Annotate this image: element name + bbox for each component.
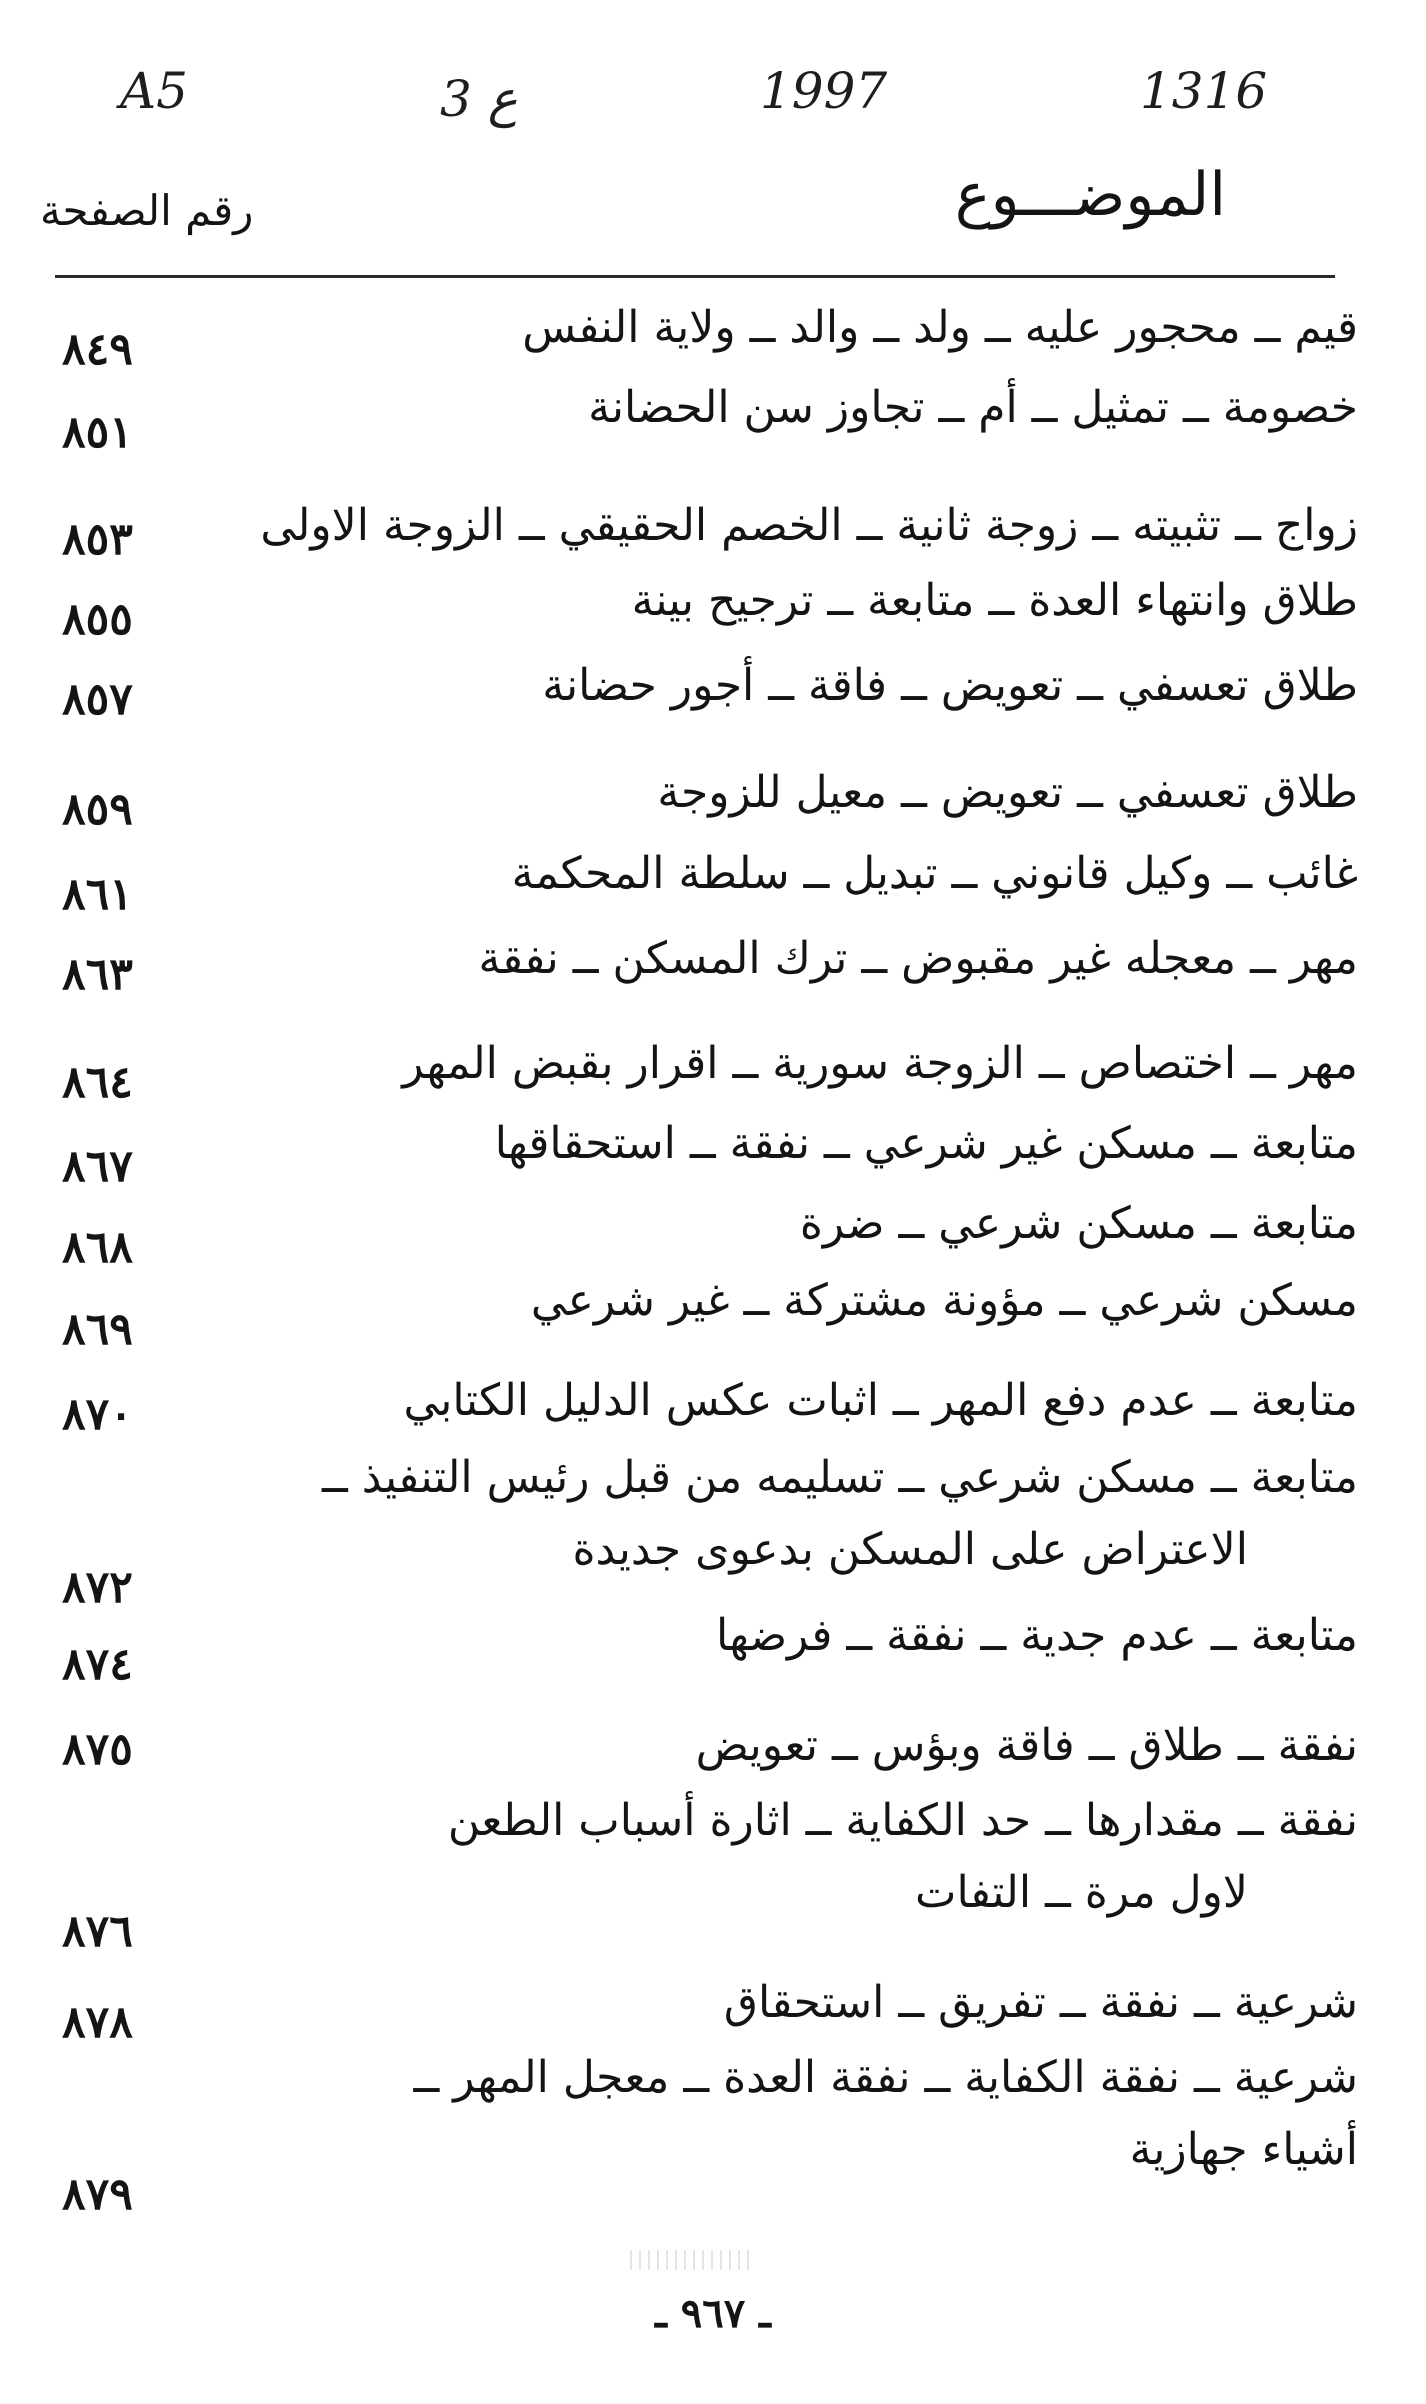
- entry-text: نفقة ــ طلاق ــ فاقة وبؤس ــ تعويض: [695, 1720, 1358, 1771]
- entry-text: شرعية ــ نفقة الكفاية ــ نفقة العدة ــ معجل المهر ــ: [413, 2052, 1358, 2103]
- entry-text: مسكن شرعي ــ مؤونة مشتركة ــ غير شرعي: [530, 1275, 1358, 1326]
- entry-page-number: ٨٦٧: [62, 1141, 133, 1192]
- index-entry: [258, 650, 1358, 722]
- entry-text: متابعة ــ عدم جدية ــ نفقة ــ فرضها: [716, 1610, 1358, 1661]
- entry-page-number: ٨٥١: [62, 407, 133, 458]
- handwritten-volume: 3 ع: [440, 70, 518, 128]
- index-entry: [258, 292, 1358, 364]
- entry-text: متابعة ــ مسكن شرعي ــ تسليمه من قبل رئيس التنفيذ ــ: [322, 1452, 1358, 1503]
- entry-text: قيم ــ محجور عليه ــ ولد ــ والد ــ ولاية النفس: [522, 302, 1358, 353]
- entry-page-number: ٨٤٩: [62, 324, 133, 375]
- topic-heading: الموضـــوع: [954, 160, 1226, 230]
- page-number-heading: رقم الصفحة: [40, 186, 254, 235]
- index-entry: [258, 838, 1358, 910]
- index-entry: [258, 1442, 1358, 1586]
- entry-text: مهر ــ معجله غير مقبوض ــ ترك المسكن ــ نفقة: [478, 933, 1358, 984]
- entry-text: طلاق وانتهاء العدة ــ متابعة ــ ترجيح بينة: [631, 575, 1358, 626]
- handwritten-year: 1997: [760, 62, 888, 120]
- entry-page-number: ٨٧٩: [62, 2169, 133, 2220]
- index-entry: [258, 1108, 1358, 1180]
- entry-page-number: ٨٧٨: [62, 1997, 133, 2048]
- index-entry: [258, 1967, 1358, 2039]
- index-entry: [258, 757, 1358, 829]
- index-entry: [258, 2042, 1358, 2186]
- entry-page-number: ٨٥٥: [62, 594, 133, 645]
- entry-page-number: ٨٥٣: [62, 514, 133, 565]
- entry-text: مهر ــ اختصاص ــ الزوجة سورية ــ اقرار بقبض المهر: [402, 1038, 1358, 1089]
- handwritten-code: A5: [120, 62, 188, 120]
- entry-text: زواج ــ تثبيته ــ زوجة ثانية ــ الخصم الحقيقي ــ الزوجة الاولى: [260, 500, 1358, 551]
- page-folio: ـ ٩٦٧ ـ: [655, 2290, 771, 2337]
- entry-page-number: ٨٦٩: [62, 1304, 133, 1355]
- entry-text: متابعة ــ عدم دفع المهر ــ اثبات عكس الدليل الكتابي: [403, 1375, 1358, 1426]
- entry-text-continuation: الاعتراض على المسكن بدعوى جديدة: [572, 1524, 1248, 1575]
- entry-page-number: ٨٦٨: [62, 1222, 133, 1273]
- entry-text: شرعية ــ نفقة ــ تفريق ــ استحقاق: [723, 1977, 1358, 2028]
- index-entry: [258, 1028, 1358, 1100]
- entry-text: غائب ــ وكيل قانوني ــ تبديل ــ سلطة المحكمة: [511, 848, 1358, 899]
- entry-text-continuation: أشياء جهازية: [1129, 2124, 1358, 2175]
- entry-text: نفقة ــ مقدارها ــ حد الكفاية ــ اثارة أسباب الطعن: [447, 1795, 1358, 1846]
- index-entry: [258, 372, 1358, 444]
- index-entry: [258, 923, 1358, 995]
- entry-text: طلاق تعسفي ــ تعويض ــ فاقة ــ أجور حضانة: [542, 660, 1358, 711]
- entry-text: متابعة ــ مسكن غير شرعي ــ نفقة ــ استحقاقها: [494, 1118, 1358, 1169]
- index-entry: [258, 1600, 1358, 1672]
- entry-page-number: ٨٦١: [62, 869, 133, 920]
- entry-page-number: ٨٧٢: [62, 1562, 133, 1613]
- entry-page-number: ٨٧٤: [62, 1639, 133, 1690]
- entry-page-number: ٨٧٥: [62, 1724, 133, 1775]
- scan-noise: [630, 2250, 750, 2270]
- entry-page-number: ٨٥٩: [62, 784, 133, 835]
- entry-page-number: ٨٦٤: [62, 1057, 133, 1108]
- index-entry: [258, 565, 1358, 637]
- index-entry: [258, 1365, 1358, 1437]
- entry-text: خصومة ــ تمثيل ــ أم ــ تجاوز سن الحضانة: [588, 382, 1358, 433]
- entry-text: طلاق تعسفي ــ تعويض ــ معيل للزوجة: [657, 767, 1358, 818]
- index-entry: [258, 1188, 1358, 1260]
- entry-page-number: ٨٦٣: [62, 949, 133, 1000]
- entry-page-number: ٨٧٦: [62, 1906, 133, 1957]
- entry-page-number: ٨٧٠: [62, 1389, 133, 1440]
- entry-text-continuation: لاول مرة ــ التفات: [915, 1867, 1248, 1918]
- index-entry: [258, 1785, 1358, 1929]
- entry-page-number: ٨٥٧: [62, 674, 133, 725]
- index-entry: [258, 490, 1358, 562]
- index-entry: [258, 1265, 1358, 1337]
- entry-text: متابعة ــ مسكن شرعي ــ ضرة: [799, 1198, 1358, 1249]
- index-entry: [258, 1710, 1358, 1782]
- handwritten-serial: 1316: [1140, 62, 1268, 120]
- header-divider: [55, 275, 1335, 278]
